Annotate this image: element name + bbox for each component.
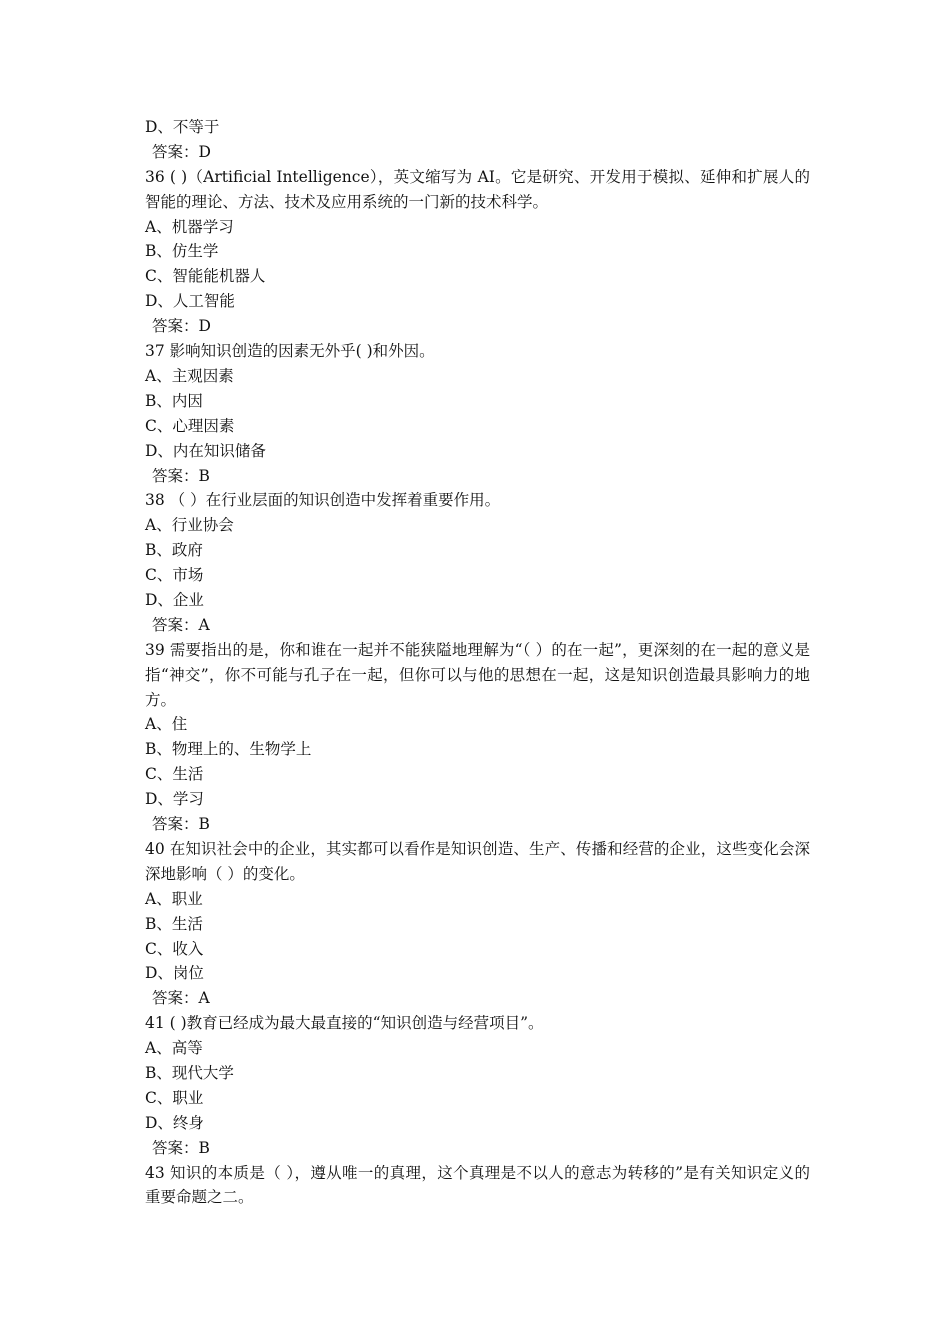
- question-paragraph: 39 需要指出的是，你和谁在一起并不能狭隘地理解为“（ ）的在一起”，更深刻的在一起的意义是指“神交”，你不可能与孔子在一起，但你可以与他的思想在一起，这是知识创造最具影响力的地方。: [145, 640, 810, 709]
- option-line: D、学习: [145, 790, 204, 809]
- answer-line: 答案：D: [152, 142, 211, 161]
- option-line: A、主观因素: [145, 366, 234, 385]
- option-line: A、职业: [145, 889, 203, 908]
- option-line: B、政府: [145, 541, 203, 560]
- option-line: C、智能能机器人: [145, 267, 266, 286]
- option-line: C、心理因素: [145, 416, 235, 435]
- option-line: D、人工智能: [145, 292, 235, 311]
- option-line: B、仿生学: [145, 242, 219, 261]
- question-paragraph: 40 在知识社会中的企业，其实都可以看作是知识创造、生产、传播和经营的企业，这些变化会深深地影响（ ）的变化。: [145, 839, 810, 883]
- answer-line: 答案：B: [152, 815, 210, 834]
- document-body: [145, 115, 810, 1210]
- option-line: D、岗位: [145, 964, 204, 983]
- question-line: 37 影响知识创造的因素无外乎( )和外因。: [145, 342, 435, 361]
- option-line: B、内因: [145, 391, 203, 410]
- option-line: B、生活: [145, 914, 203, 933]
- option-line: B、物理上的、生物学上: [145, 740, 312, 759]
- question-paragraph: 36 ( )（Artificial Intelligence），英文缩写为 AI。它是研究、开发用于模拟、延伸和扩展人的智能的理论、方法、技术及应用系统的一门新的技术科学。: [145, 167, 810, 211]
- answer-line: 答案：A: [152, 989, 210, 1008]
- option-line: C、生活: [145, 765, 204, 784]
- option-line: A、机器学习: [145, 217, 234, 236]
- answer-line: 答案：D: [152, 317, 211, 336]
- option-line: B、现代大学: [145, 1063, 234, 1082]
- answer-line: 答案：A: [152, 615, 210, 634]
- option-line: A、住: [145, 715, 188, 734]
- option-line: D、不等于: [145, 118, 220, 136]
- option-line: D、内在知识储备: [145, 441, 266, 460]
- option-line: C、收入: [145, 939, 204, 958]
- question-line: 38 （ ）在行业层面的知识创造中发挥着重要作用。: [145, 491, 501, 510]
- option-line: C、市场: [145, 566, 204, 585]
- answer-line: 答案：B: [152, 1138, 210, 1157]
- option-line: C、职业: [145, 1088, 204, 1107]
- question-line: 41 ( )教育已经成为最大最直接的“知识创造与经营项目”。: [145, 1014, 544, 1033]
- option-line: A、高等: [145, 1039, 203, 1058]
- answer-line: 答案：B: [152, 466, 210, 485]
- option-line: D、终身: [145, 1113, 204, 1132]
- option-line: D、企业: [145, 590, 204, 609]
- question-paragraph: 43 知识的本质是（ ），遵从唯一的真理，这个真理是不以人的意志为转移的”是有关知识定义的重要命题之二。: [145, 1163, 810, 1207]
- option-line: A、行业协会: [145, 516, 234, 535]
